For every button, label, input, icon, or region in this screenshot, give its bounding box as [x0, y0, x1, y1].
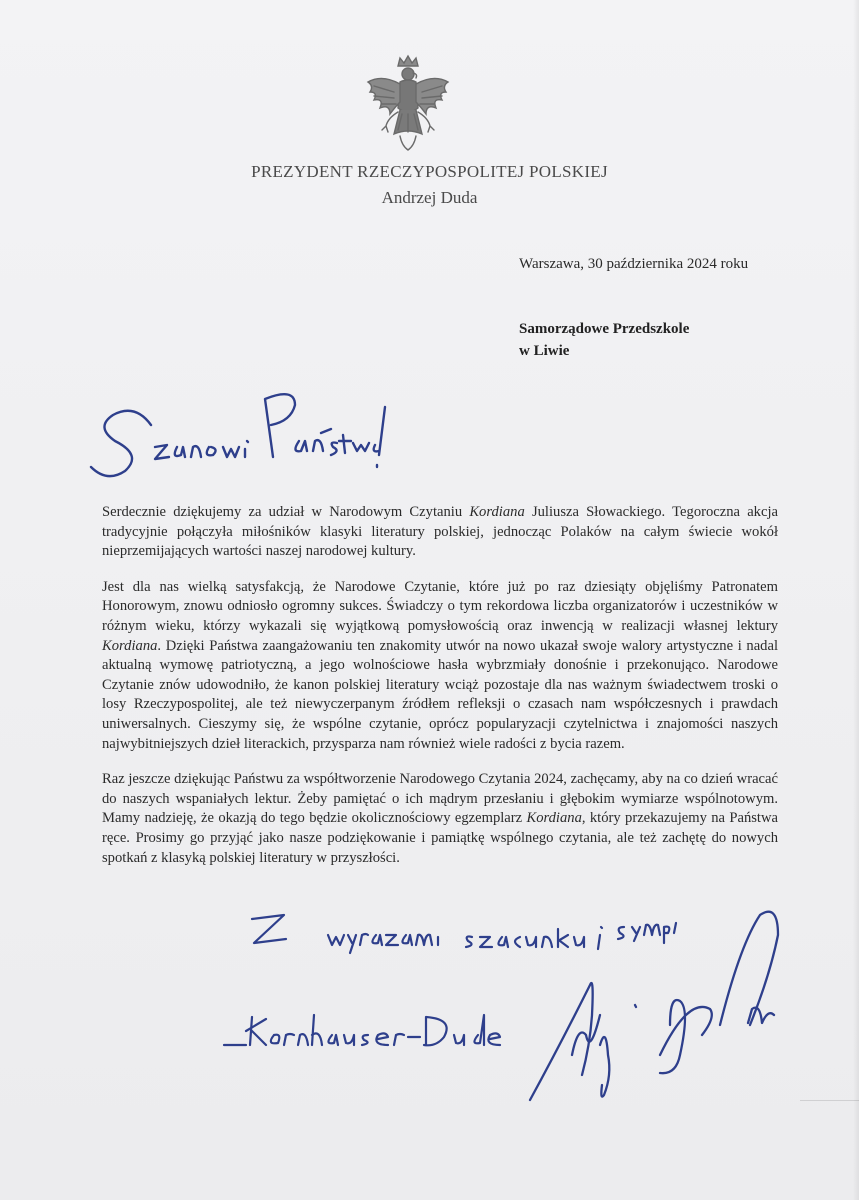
paragraph-3-text-b: , który przekazujemy na Państwa ręce. Prosimy go przyjąć jako nasze podziękowanie i pamiątkę wspólnego czytania, ale też zachętę do nowych spotkań z klasyką polskiej literatury w przyszłości. [102, 810, 778, 866]
paragraph-1-title: Kordiana [469, 504, 525, 520]
signature-andrzej-duda [520, 905, 790, 1105]
polish-eagle-emblem-icon [360, 52, 456, 154]
page-corner-fold [800, 1100, 859, 1115]
paragraph-2-text-b: . Dzięki Państwa zaangażowaniu ten znakomity utwór na nowo ukazał swoje walory artystyczne i nadal aktualną wymowę patriotyczną, a jego wolnościowe hasła wybrzmiały donośnie i przekonująco. Narodowe Czytanie znów udowodniło, że kanon polskiej literatury wciąż pozostaje dla nas ważnym świadectwem troski o losy Rzeczypospolitej, ale też niewyczerpanym źródłem refleksji o czasach nam współczesnych i prawdach uniwersalnych. Cieszymy się, że wspólne czytanie, oprócz popularyzacji czytelnictwa i znajomości naszych najwybitniejszych dzieł literackich, przysparza nam również wiele radości z bycia razem. [102, 637, 778, 752]
paragraph-3-title: Kordiana [526, 810, 582, 827]
recipient-line-2: w Liwie [519, 343, 570, 359]
signature-kornhauser-duda [222, 1005, 502, 1065]
letter-body [102, 503, 778, 884]
paragraph-2-title: Kordiana [102, 637, 158, 654]
letter-date: Warszawa, 30 października 2024 roku [519, 256, 749, 272]
recipient-block [519, 318, 689, 362]
letterhead-title: PREZYDENT RZECZYPOSPOLITEJ POLSKIEJ [251, 162, 608, 181]
paragraph-3-text-a: Raz jeszcze dziękując Państwu za współtworzenie Narodowego Czytania 2024, zachęcamy, aby na co dzień wracać do naszych wspaniałych lektur. Żeby pamiętać o ich mądrym przesłaniu i głębokim wymiarze wspólnotowym. Mamy nadzieję, że okazją do tego będzie okolicznościowy egzemplarz [102, 771, 778, 827]
paragraph-1-text-b: Juliusza Słowackiego. Tegoroczna akcja tradycyjnie połączyła miłośników klasyki literatury polskiej, jednocząc Polaków na całym świecie wokół nieprzemijających wartości naszej narodowej kultury. [102, 504, 778, 560]
paragraph-1-text-a: Serdecznie dziękujemy za udział w Narodowym Czytaniu [102, 504, 470, 520]
handwritten-salutation [85, 385, 395, 485]
paragraph-2-text-a: Jest dla nas wielką satysfakcją, że Narodowe Czytanie, które już po raz dziesiąty objęliśmy Patronatem Honorowym, znowu odniosło ogromny sukces. Świadczy o tym rekordowa liczba organizatorów i uczestników w różnym wieku, którzy wykazali się wyjątkową pomysłowością oraz inwencją w realizacji własnej lektury [102, 578, 778, 634]
paragraph-3 [102, 770, 778, 868]
paragraph-1 [102, 503, 778, 562]
letterhead-name: Andrzej Duda [381, 188, 478, 207]
paragraph-2 [102, 578, 778, 754]
recipient-line-1: Samorządowe Przedszkole [519, 321, 690, 337]
